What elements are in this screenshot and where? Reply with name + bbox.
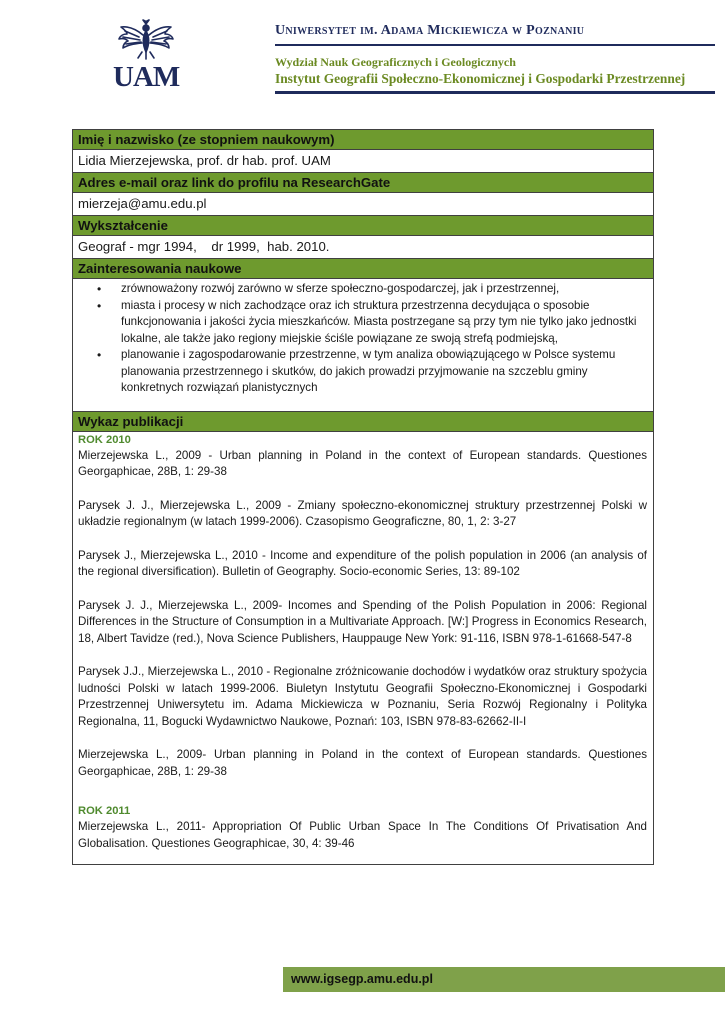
university-name: Uniwersytet im. Adama Mickiewicza w Poznaniu: [275, 23, 585, 38]
profile-table: [72, 129, 654, 865]
eagle-emblem-icon: [113, 18, 179, 64]
header-divider-bottom: [275, 91, 715, 94]
publication-item: Parysek J. J., Mierzejewska L., 2009 - Zmiany społeczno-ekonomicznej struktury przestrzennej Polski w układzie regionalnym (w latach 1999-2006). Czasopismo Geograficzne, 80, 1, 2: 3-27: [78, 498, 647, 528]
publication-item: Mierzejewska L., 2011- Appropriation Of Public Urban Space In The Conditions Of Privatisation And Globalisation. Questiones Geographicae, 30, 4: 39-46: [78, 820, 647, 850]
publication-item: Mierzejewska L., 2009- Urban planning in Poland in the context of European standards. Questiones Georgaphicae, 28B, 1: 29-38: [78, 748, 647, 778]
uam-logo: [113, 18, 180, 93]
email-heading: Adres e-mail oraz link do profilu na ResearchGate: [73, 173, 653, 193]
header-university: [275, 22, 715, 40]
logo-text: UAM: [113, 61, 180, 93]
year-label-2010: ROK 2010: [78, 433, 131, 446]
interests-heading: Zainteresowania naukowe: [73, 259, 653, 279]
name-heading: Imię i nazwisko (ze stopniem naukowym): [73, 130, 653, 150]
interests-list: [73, 279, 653, 412]
header-divider: [275, 44, 715, 46]
publication-item: Mierzejewska L., 2009 - Urban planning in Poland in the context of European standards. Questiones Georgaphicae, 28B, 1: 29-38: [78, 448, 647, 478]
publication-item: Parysek J. J., Mierzejewska L., 2009- Incomes and Spending of the Polish Population in 2006: Regional Differences in the Structure of Consumption in a Multivariate Approach. [W:] Progress in Economics Research, 18, Albert Tavidze (red.), Nova Science Publishers, Hauppauge New York: 91-116, ISBN 978-1-61668-547-8: [78, 598, 647, 645]
education-heading: Wykształcenie: [73, 216, 653, 236]
footer-url[interactable]: www.igsegp.amu.edu.pl: [283, 967, 725, 992]
publication-item: Parysek J., Mierzejewska L., 2010 - Income and expenditure of the polish population in 2006 (an analysis of the regional diversification). Bulletin of Geography. Socio-economic Series, 13: 89-102: [78, 548, 647, 578]
publications-list: [73, 432, 653, 865]
publication-item: Parysek J.J., Mierzejewska L., 2010 - Regionalne zróżnicowanie dochodów i wydatków oraz struktury spożycia ludności Polski w latach 1999-2006. Biuletyn Instytutu Geografii Społeczno-Ekonomicznej i Gospodarki Przestrzennej Uniwersytetu im. Adama Mickiewicza w Poznaniu, Seria Rozwój Regionalny i Polityka Regionalna, 11, Bogucki Wydawnictwo Naukowe, Poznań: 103, ISBN 978-83-62662-II-I: [78, 665, 647, 728]
faculty-name: Wydział Nauk Geograficznych i Geologicznych: [275, 55, 516, 69]
publications-heading: Wykaz publikacji: [73, 412, 653, 432]
name-value: Lidia Mierzejewska, prof. dr hab. prof. UAM: [73, 150, 653, 173]
education-value: Geograf - mgr 1994, dr 1999, hab. 2010.: [73, 236, 653, 259]
year-label-2011: ROK 2011: [78, 805, 131, 817]
institute-name: Instytut Geografii Społeczno-Ekonomicznej i Gospodarki Przestrzennej: [275, 71, 686, 86]
list-item: • planowanie i zagospodarowanie przestrzenne, w tym analiza obowiązującego w Polsce systemu planowania przestrzennego i skutków, do jakich prowadzi przyjmowanie na szczeblu gminy konkretnych rozwiązań planistycznych: [103, 347, 645, 397]
email-value[interactable]: mierzeja@amu.edu.pl: [73, 193, 653, 216]
list-item: • zrównoważony rozwój zarówno w sferze społeczno-gospodarczej, jak i przestrzennej,: [103, 281, 645, 298]
list-item: • miasta i procesy w nich zachodzące oraz ich struktura przestrzenna decydująca o sposobie funkcjonowania i jakości życia mieszkańców. Miasta postrzegane są przy tym nie tylko jako jednostki lokalne, ale także jako regiony miejskie ściśle powiązane ze swoją strefą podmiejską,: [103, 298, 645, 348]
